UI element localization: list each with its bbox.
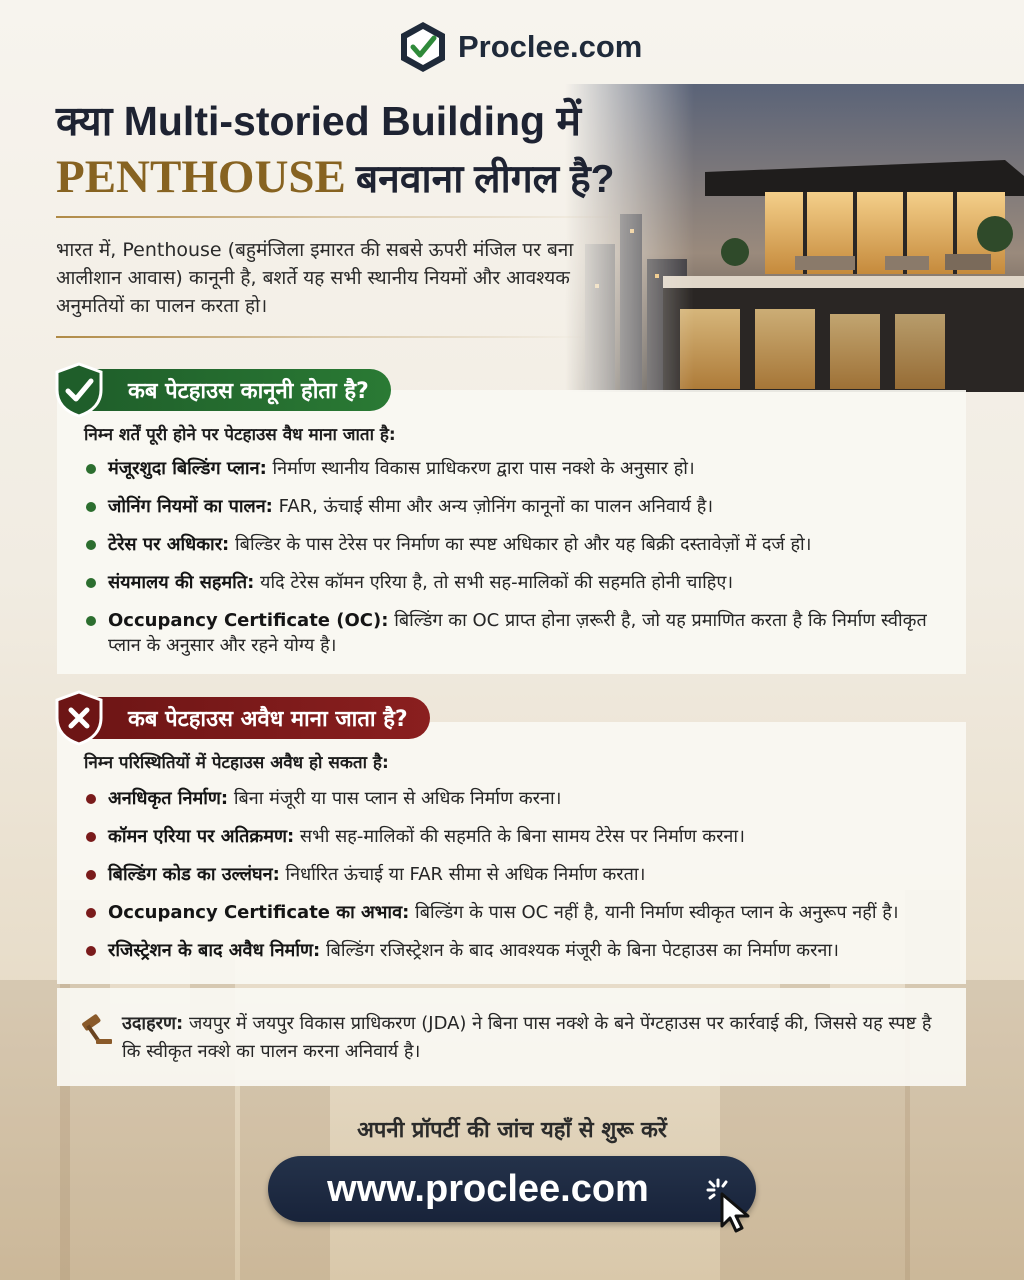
- item-term: कॉमन एरिया पर अतिक्रमण:: [108, 826, 295, 847]
- item-term: जोनिंग नियमों का पालन:: [108, 496, 273, 517]
- example-block: [78, 1010, 948, 1066]
- item-text: बिल्डिर के पास टेरेस पर निर्माण का स्पष्ट अधिकार हो और यह बिक्री दस्तावेज़ों में दर्ज हो।: [235, 534, 812, 555]
- website-button-label: www.proclee.com: [327, 1167, 649, 1210]
- legal-conditions-list: [84, 456, 944, 671]
- gavel-icon: [78, 1012, 114, 1046]
- item-text: बिल्डिंग के पास OC नहीं है, यानी निर्माण स्वीकृत प्लान के अनुरूप नहीं है।: [415, 902, 899, 923]
- title-rest: बनवाना लीगल है?: [355, 158, 615, 201]
- item-term: टेरेस पर अधिकार:: [108, 534, 230, 555]
- item-text: बिना मंजूरी या पास प्लान से अधिक निर्माण करना।: [233, 788, 562, 809]
- check-shield-icon: [54, 362, 104, 418]
- example-label: उदाहरण:: [122, 1013, 184, 1034]
- bullet-dot: [86, 908, 96, 918]
- item-text: FAR, ऊंचाई सीमा और अन्य ज़ोनिंग कानूनों का पालन अनिवार्य है।: [278, 496, 714, 517]
- cta-text: अपनी प्रॉपर्टी की जांच यहाँ से शुरू करें: [357, 1118, 667, 1143]
- bullet-dot: [86, 946, 96, 956]
- legal-lead-text: निम्न शर्तें पूरी होने पर पेटहाउस वैध माना जाता है:: [84, 425, 396, 445]
- page-title-line1: क्या Multi-storied Building में: [56, 98, 581, 144]
- illegal-conditions-list: [84, 786, 944, 976]
- item-term: अनधिकृत निर्माण:: [108, 788, 229, 809]
- title-highlight: PENTHOUSE: [56, 151, 346, 203]
- legal-section-title: कब पेटहाउस कानूनी होता है?: [78, 369, 391, 411]
- bullet-dot: [86, 870, 96, 880]
- item-text: सभी सह-मालिकों की सहमति के बिना सामय टेरेस पर निर्माण करना।: [299, 826, 745, 847]
- bullet-dot: [86, 832, 96, 842]
- cross-shield-icon: [54, 690, 104, 746]
- list-item: [84, 862, 944, 887]
- list-item: [84, 786, 944, 811]
- page-title-line2: [56, 150, 615, 204]
- cursor-click-icon: [704, 1176, 762, 1234]
- legal-section-header: [54, 362, 391, 418]
- item-term: Occupancy Certificate (OC):: [108, 610, 389, 631]
- item-text: बिल्डिंग का OC प्राप्त होना ज़रूरी है, जो यह प्रमाणित करता है कि निर्माण स्वीकृत प्लान के अनुसार और रहने योग्य है।: [108, 610, 927, 656]
- item-text: निर्माण स्थानीय विकास प्राधिकरण द्वारा पास नक्शे के अनुसार हो।: [272, 458, 695, 479]
- list-item: [84, 494, 944, 519]
- bullet-dot: [86, 794, 96, 804]
- check-shield-logo-icon: [398, 20, 448, 74]
- bullet-dot: [86, 578, 96, 588]
- example-text: [122, 1010, 948, 1066]
- item-text: निर्धारित ऊंचाई या FAR सीमा से अधिक निर्माण करता।: [285, 864, 646, 885]
- item-term: Occupancy Certificate का अभाव:: [108, 902, 410, 923]
- bullet-dot: [86, 502, 96, 512]
- divider-bottom: [56, 336, 586, 338]
- item-text: यदि टेरेस कॉमन एरिया है, तो सभी सह-मालिकों की सहमति होनी चाहिए।: [260, 572, 734, 593]
- item-text: बिल्डिंग रजिस्ट्रेशन के बाद आवश्यक मंजूरी के बिना पेटहाउस का निर्माण करना।: [325, 940, 839, 961]
- illegal-section-title: कब पेटहाउस अवैध माना जाता है?: [78, 697, 430, 739]
- bullet-dot: [86, 616, 96, 626]
- list-item: [84, 570, 944, 595]
- list-item: [84, 532, 944, 557]
- illegal-section-header: [54, 690, 430, 746]
- list-item: [84, 900, 944, 925]
- divider-top: [56, 216, 616, 218]
- item-term: बिल्डिंग कोड का उल्लंघन:: [108, 864, 280, 885]
- list-item: [84, 938, 944, 963]
- list-item: [84, 608, 944, 658]
- item-term: रजिस्ट्रेशन के बाद अवैध निर्माण:: [108, 940, 321, 961]
- illegal-lead-text: निम्न परिस्थितियों में पेटहाउस अवैध हो सकता है:: [84, 753, 389, 773]
- bullet-dot: [86, 540, 96, 550]
- penthouse-photo: [565, 84, 1024, 392]
- example-body: जयपुर में जयपुर विकास प्राधिकरण (JDA) ने बिना पास नक्शे के बने पेंग्टहाउस पर कार्रवाई की, जिससे यह स्पष्ट है कि स्वीकृत नक्शे का पालन करना अनिवार्य है।: [122, 1013, 932, 1062]
- brand-name: Proclee.com: [458, 29, 643, 64]
- list-item: [84, 456, 944, 481]
- intro-paragraph: भारत में, Penthouse (बहुमंजिला इमारत की सबसे ऊपरी मंजिल पर बना आलीशान आवास) कानूनी है, बशर्ते यह सभी स्थानीय नियमों और आवश्यक अनुमतियों का पालन करता हो।: [56, 239, 574, 317]
- list-item: [84, 824, 944, 849]
- website-button[interactable]: [268, 1156, 756, 1222]
- bullet-dot: [86, 464, 96, 474]
- item-term: संयमालय की सहमति:: [108, 572, 255, 593]
- brand-logo: [398, 20, 642, 74]
- item-term: मंजूरशुदा बिल्डिंग प्लान:: [108, 458, 267, 479]
